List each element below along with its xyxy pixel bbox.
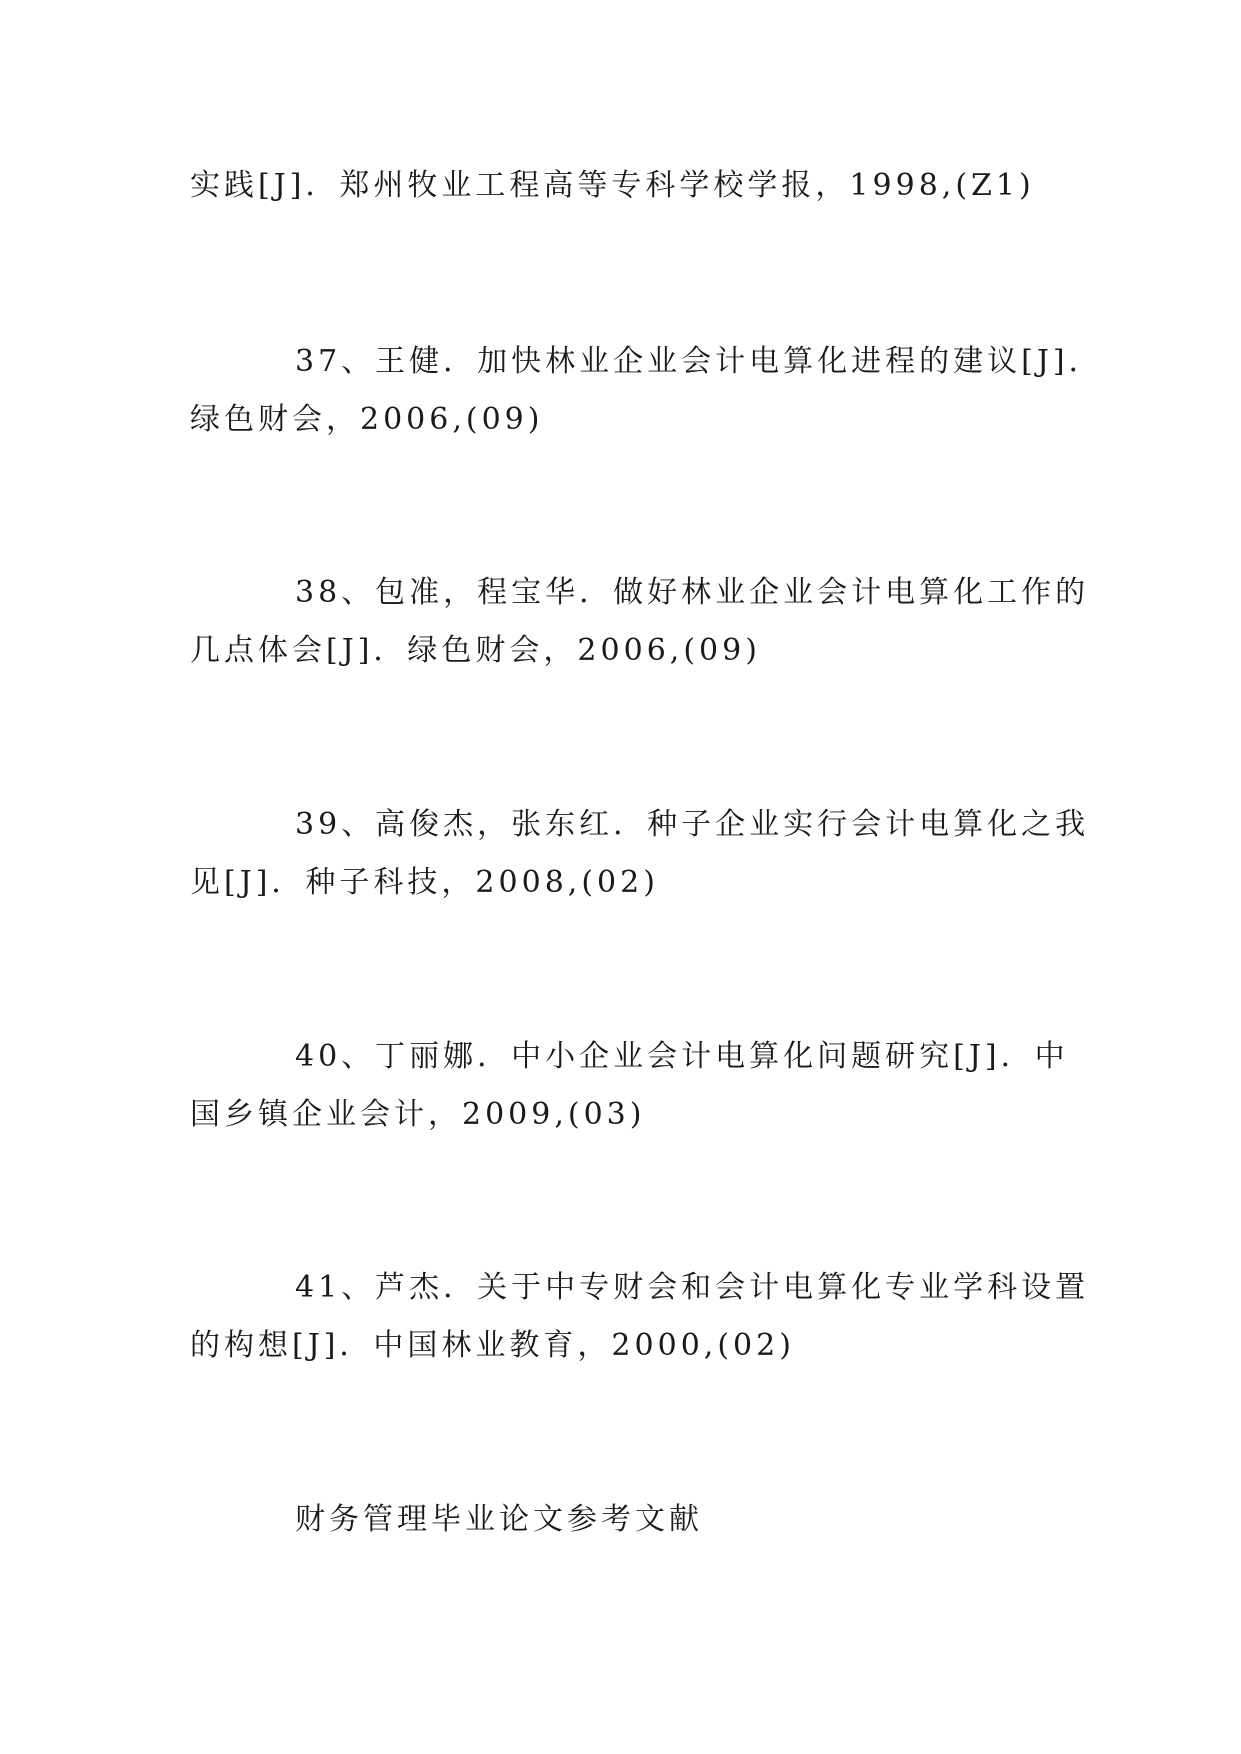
reference-39-line-1: 39、高俊杰，张东红．种子企业实行会计电算化之我 bbox=[295, 807, 1090, 842]
reference-36-continuation: 实践[J]．郑州牧业工程高等专科学校学报，1998,(Z1) bbox=[190, 168, 1035, 203]
reference-38-line-1: 38、包准，程宝华．做好林业企业会计电算化工作的 bbox=[295, 575, 1090, 610]
reference-40-line-2: 国乡镇企业会计，2009,(03) bbox=[190, 1097, 646, 1132]
section-heading: 财务管理毕业论文参考文献 bbox=[295, 1502, 703, 1537]
reference-41-line-2: 的构想[J]．中国林业教育，2000,(02) bbox=[190, 1328, 795, 1363]
reference-37-line-2: 绿色财会，2006,(09) bbox=[190, 402, 544, 437]
reference-41-line-1: 41、芦杰．关于中专财会和会计电算化专业学科设置 bbox=[295, 1270, 1090, 1305]
reference-39-line-2: 见[J]．种子科技，2008,(02) bbox=[190, 865, 659, 900]
reference-40-line-1: 40、丁丽娜．中小企业会计电算化问题研究[J]．中 bbox=[295, 1039, 1069, 1074]
reference-37-line-1: 37、王健．加快林业企业会计电算化进程的建议[J]． bbox=[295, 344, 1103, 379]
reference-38-line-2: 几点体会[J]．绿色财会，2006,(09) bbox=[190, 633, 761, 668]
